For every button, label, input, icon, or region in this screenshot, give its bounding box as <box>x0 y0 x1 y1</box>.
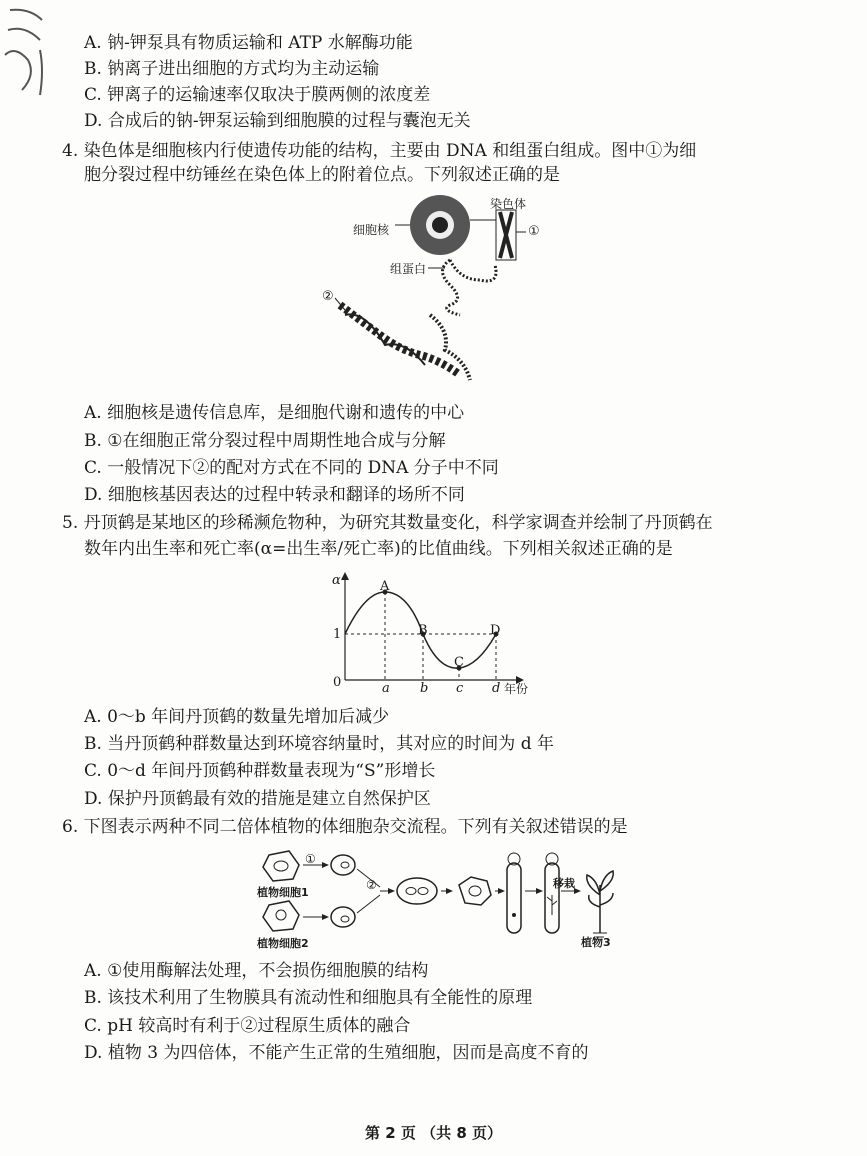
label-chromosome: 染色体 <box>490 197 527 211</box>
q5-option-c: C. 0～d 年间丹顶鹤种群数量表现为“S”形增长 <box>84 761 436 781</box>
q5-option-a: A. 0～b 年间丹顶鹤的数量先增加后减少 <box>84 707 390 727</box>
chart-xtick-c: c <box>456 681 464 696</box>
page-footer: 第 2 页 （共 8 页） <box>365 1124 502 1142</box>
q5-option-b: B. 当丹顶鹤种群数量达到环境容纳量时，其对应的时间为 d 年 <box>84 734 554 754</box>
q4-option-a: A. 细胞核是遗传信息库，是细胞代谢和遗传的中心 <box>84 403 465 423</box>
q4-option-d: D. 细胞核基因表达的过程中转录和翻译的场所不同 <box>84 485 465 505</box>
q6-option-a: A. ①使用酶解法处理，不会损伤细胞膜的结构 <box>84 961 429 981</box>
label-nucleus: 细胞核 <box>353 223 390 237</box>
label-transplant: 移栽 <box>553 877 575 890</box>
chart-point-label-a: A <box>380 579 390 594</box>
label-step-2: ② <box>366 878 377 892</box>
y-axis-arrow <box>341 572 349 580</box>
q5-stem-line1: 5. 丹顶鹤是某地区的珍稀濒危物种，为研究其数量变化，科学家调查并绘制了丹顶鹤在 <box>62 513 713 533</box>
q4-stem-line1: 4. 染色体是细胞核内行使遗传功能的结构，主要由 DNA 和组蛋白组成。图中①为细 <box>62 141 697 161</box>
label-plant-cell-2: 植物细胞2 <box>257 937 309 950</box>
label-plant-3: 植物3 <box>581 936 611 949</box>
chart-point-label-d: D <box>490 623 501 638</box>
q6-option-c: C. pH 较高时有利于②过程原生质体的融合 <box>84 1016 411 1036</box>
chromosome-figure <box>300 190 560 390</box>
chart-xlabel: 年份 <box>504 682 529 696</box>
q6-stem: 6. 下图表示两种不同二倍体植物的体细胞杂交流程。下列有关叙述错误的是 <box>62 817 628 837</box>
chart-point-label-b: B <box>418 623 428 638</box>
q5-stem-line2: 数年内出生率和死亡率(α=出生率/死亡率)的比值曲线。下列相关叙述正确的是 <box>84 539 673 559</box>
label-step-1: ① <box>305 852 316 866</box>
q5-option-d: D. 保护丹顶鹤最有效的措施是建立自然保护区 <box>84 789 431 809</box>
q6-option-b: B. 该技术利用了生物膜具有流动性和细胞具有全能性的原理 <box>84 988 533 1008</box>
label-mark-2: ② <box>322 289 334 304</box>
q6-option-d: D. 植物 3 为四倍体，不能产生正常的生殖细胞，因而是高度不育的 <box>84 1043 589 1063</box>
q3-option-b: B. 钠离子进出细胞的方式均为主动运输 <box>84 59 380 79</box>
label-mark-1: ① <box>528 224 540 239</box>
q3-option-c: C. 钾离子的运输速率仅取决于膜两侧的浓度差 <box>84 85 431 105</box>
label-plant-cell-1: 植物细胞1 <box>257 886 309 899</box>
q3-option-d: D. 合成后的钠-钾泵运输到细胞膜的过程与囊泡无关 <box>84 111 471 131</box>
chart-xtick-d: d <box>492 681 501 696</box>
chart-ylabel: α <box>332 573 341 588</box>
q3-option-a: A. 钠-钾泵具有物质运输和 ATP 水解酶功能 <box>84 33 413 53</box>
label-histone: 组蛋白 <box>390 262 427 276</box>
chart-point-label-c: C <box>454 655 464 670</box>
q4-option-c: C. 一般情况下②的配对方式在不同的 DNA 分子中不同 <box>84 458 499 478</box>
q4-stem-line2: 胞分裂过程中纺锤丝在染色体上的附着位点。下列叙述正确的是 <box>84 165 560 185</box>
chart-origin-label: 0 <box>333 675 342 690</box>
chart-xtick-a: a <box>382 681 390 696</box>
chart-xtick-b: b <box>420 681 429 696</box>
chart-reference-label: 1 <box>333 627 342 642</box>
q4-option-b: B. ①在细胞正常分裂过程中周期性地合成与分解 <box>84 431 446 451</box>
handwritten-scribble <box>0 0 60 110</box>
